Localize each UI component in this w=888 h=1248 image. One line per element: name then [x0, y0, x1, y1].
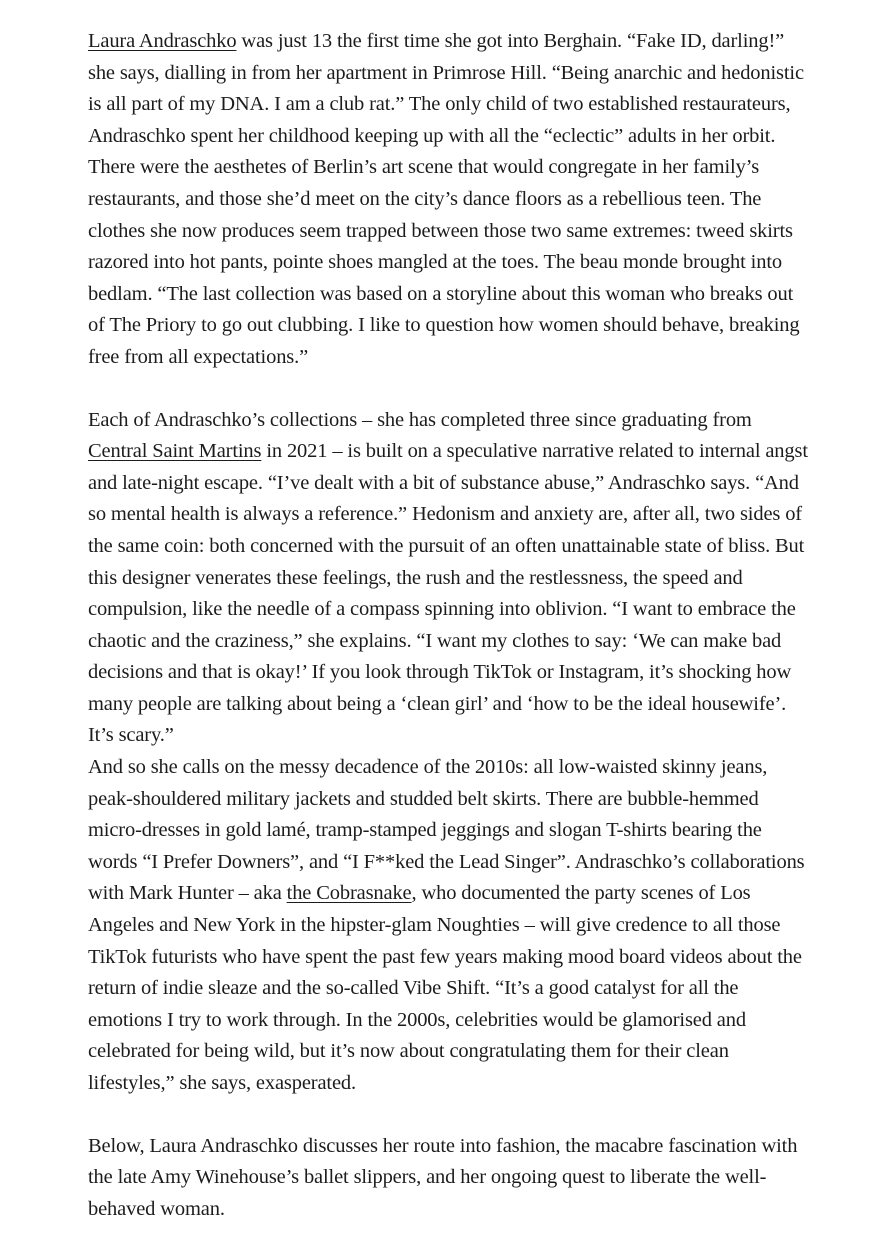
- paragraph-decadence-text-after: , who documented the party scenes of Los Angeles and New York in the hipster-glam Noughties – will give credence to all those TikTok futurists who have spent the past few years making mood board videos about the return of indie sleaze and the so-called Vibe Shift. “It’s a good catalyst for all the emotions I try to work through. In the 2000s, celebrities would be glamorised and celebrated for being wild, but it’s now about congratulating them for their clean lifestyles,” she says, exasperated.: [88, 882, 802, 1094]
- paragraph-decadence: [88, 752, 808, 1100]
- article-body: [88, 26, 808, 1225]
- paragraph-collections-text-before: Each of Andraschko’s collections – she has completed three since graduating from: [88, 408, 752, 431]
- paragraph-below: [88, 1131, 808, 1226]
- paragraph-intro-text: was just 13 the first time she got into Berghain. “Fake ID, darling!” she says, dialling in from her apartment in Primrose Hill. “Being anarchic and hedonistic is all part of my DNA. I am a club rat.” The only child of two established restaurateurs, Andraschko spent her childhood keeping up with all the “eclectic” adults in her orbit. There were the aesthetes of Berlin’s art scene that would congregate in her family’s restaurants, and those she’d meet on the city’s dance floors as a rebellious teen. The clothes she now produces seem trapped between those two same extremes: tweed skirts razored into hot pants, pointe shoes mangled at the toes. The beau monde brought into bedlam. “The last collection was based on a storyline about this woman who breaks out of The Priory to go out clubbing. I like to question how women should behave, breaking free from all expectations.”: [88, 30, 804, 368]
- paragraph-collections: [88, 405, 808, 753]
- paragraph-below-text: Below, Laura Andraschko discusses her route into fashion, the macabre fascination with the late Amy Winehouse’s ballet slippers, and her ongoing quest to liberate the well-behaved woman.: [88, 1134, 798, 1220]
- central-saint-martins-link[interactable]: Central Saint Martins: [88, 440, 262, 463]
- cobrasnake-link[interactable]: the Cobrasnake: [286, 882, 412, 905]
- paragraph-collections-text-after: in 2021 – is built on a speculative narrative related to internal angst and late-night escape. “I’ve dealt with a bit of substance abuse,” Andraschko says. “And so mental health is always a reference.” Hedonism and anxiety are, after all, two sides of the same coin: both concerned with the pursuit of an often unattainable state of bliss. But this designer venerates these feelings, the rush and the restlessness, the speed and compulsion, like the needle of a compass spinning into oblivion. “I want to embrace the chaotic and the craziness,” she explains. “I want my clothes to say: ‘We can make bad decisions and that is okay!’ If you look through TikTok or Instagram, it’s shocking how many people are talking about being a ‘clean girl’ and ‘how to be the ideal housewife’. It’s scary.”: [88, 440, 808, 747]
- paragraph-intro: [88, 26, 808, 374]
- laura-andraschko-link[interactable]: Laura Andraschko: [88, 30, 237, 52]
- paragraph-decadence-text-before: And so she calls on the messy decadence of the 2010s: all low-waisted skinny jeans, peak-shouldered military jackets and studded belt skirts. There are bubble-hemmed micro-dresses in gold lamé, tramp-stamped jeggings and slogan T-shirts bearing the words “I Prefer Downers”, and “I F**ked the Lead Singer”. Andraschko’s collaborations with Mark Hunter – aka: [88, 756, 805, 905]
